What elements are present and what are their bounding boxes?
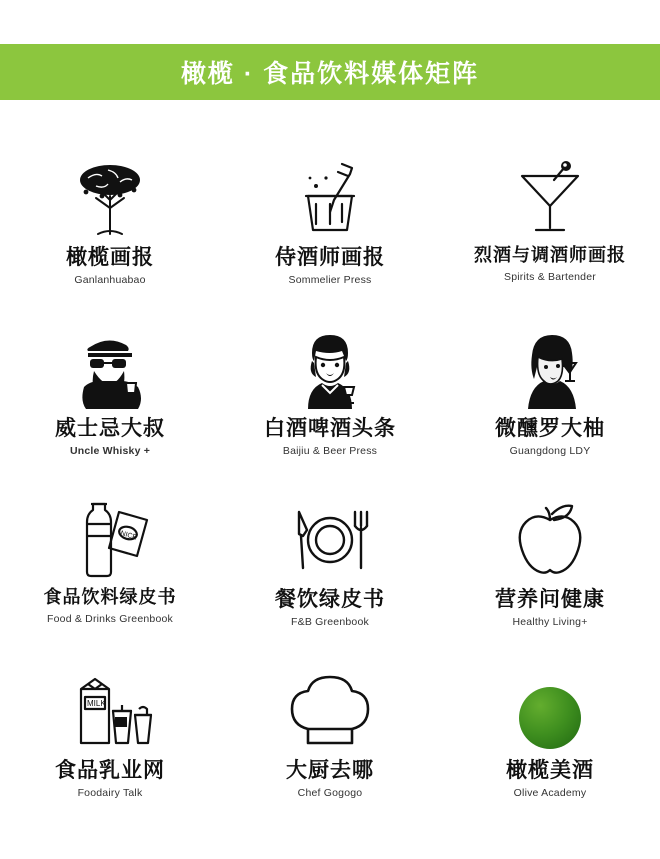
bearded-man-icon xyxy=(50,325,170,409)
media-card-uncle-whisky[interactable] xyxy=(0,311,220,482)
media-card-baijiu-beer-press[interactable] xyxy=(220,311,440,482)
svg-text:MILK: MILK xyxy=(87,699,106,708)
media-en-name: Olive Academy xyxy=(513,787,587,800)
media-cn-name: 威士忌大叔 xyxy=(55,417,165,440)
media-en-name: Uncle Whisky + xyxy=(69,445,151,458)
media-cn-name: 橄榄美酒 xyxy=(506,759,594,782)
header-band xyxy=(0,44,660,100)
media-en-name: Spirits & Bartender xyxy=(504,270,596,283)
media-card-guangdong-ldy[interactable] xyxy=(440,311,660,482)
media-card-spirits-bartender[interactable] xyxy=(440,140,660,311)
media-en-name: Guangdong LDY xyxy=(509,445,591,458)
champagne-bucket-icon xyxy=(270,154,390,238)
media-cn-name: 橄榄画报 xyxy=(66,246,154,269)
media-en-name: Food & Drinks Greenbook xyxy=(47,612,173,625)
media-cn-name: 微醺罗大柚 xyxy=(495,417,605,440)
media-en-name: Sommelier Press xyxy=(288,274,372,287)
bottle-and-snack-icon xyxy=(50,496,170,580)
media-card-healthy-living[interactable] xyxy=(440,482,660,653)
media-en-name: Foodairy Talk xyxy=(77,787,143,800)
media-en-name: Ganlanhuabao xyxy=(74,274,146,287)
olive-sphere-icon xyxy=(490,667,610,751)
media-card-ganlanhuabao[interactable] xyxy=(0,140,220,311)
media-card-sommelier-press[interactable] xyxy=(220,140,440,311)
media-cn-name: 食品饮料绿皮书 xyxy=(43,587,177,607)
chef-hat-icon xyxy=(270,667,390,751)
media-card-fb-greenbook[interactable] xyxy=(220,482,440,653)
media-cn-name: 大厨去哪 xyxy=(286,759,374,782)
media-card-olive-academy[interactable] xyxy=(440,653,660,824)
media-cn-name: 白酒啤酒头条 xyxy=(264,417,396,440)
plate-cutlery-icon xyxy=(270,496,390,580)
media-cn-name: 餐饮绿皮书 xyxy=(275,588,385,611)
martini-glass-icon xyxy=(490,154,610,238)
media-card-food-drinks-greenbook[interactable] xyxy=(0,482,220,653)
media-cn-name: 营养问健康 xyxy=(495,588,605,611)
media-cn-name: 烈酒与调酒师画报 xyxy=(474,245,626,265)
media-en-name: F&B Greenbook xyxy=(291,616,369,629)
media-card-chef-gogogo[interactable] xyxy=(220,653,440,824)
media-en-name: Healthy Living+ xyxy=(512,616,588,629)
media-cn-name: 侍酒师画报 xyxy=(275,246,385,269)
media-grid xyxy=(0,140,660,824)
media-en-name: Baijiu & Beer Press xyxy=(282,445,378,458)
apple-icon xyxy=(490,496,610,580)
svg-text:NICE: NICE xyxy=(119,530,138,542)
olive-tree-icon xyxy=(50,154,170,238)
media-card-foodairy-talk[interactable] xyxy=(0,653,220,824)
milk-carton-icon xyxy=(50,667,170,751)
media-cn-name: 食品乳业网 xyxy=(55,759,165,782)
page-title: 橄榄 · 食品饮料媒体矩阵 xyxy=(180,60,480,88)
media-en-name: Chef Gogogo xyxy=(297,787,363,800)
young-man-icon xyxy=(270,325,390,409)
olive-sphere-shape xyxy=(519,687,581,749)
woman-with-glass-icon xyxy=(490,325,610,409)
